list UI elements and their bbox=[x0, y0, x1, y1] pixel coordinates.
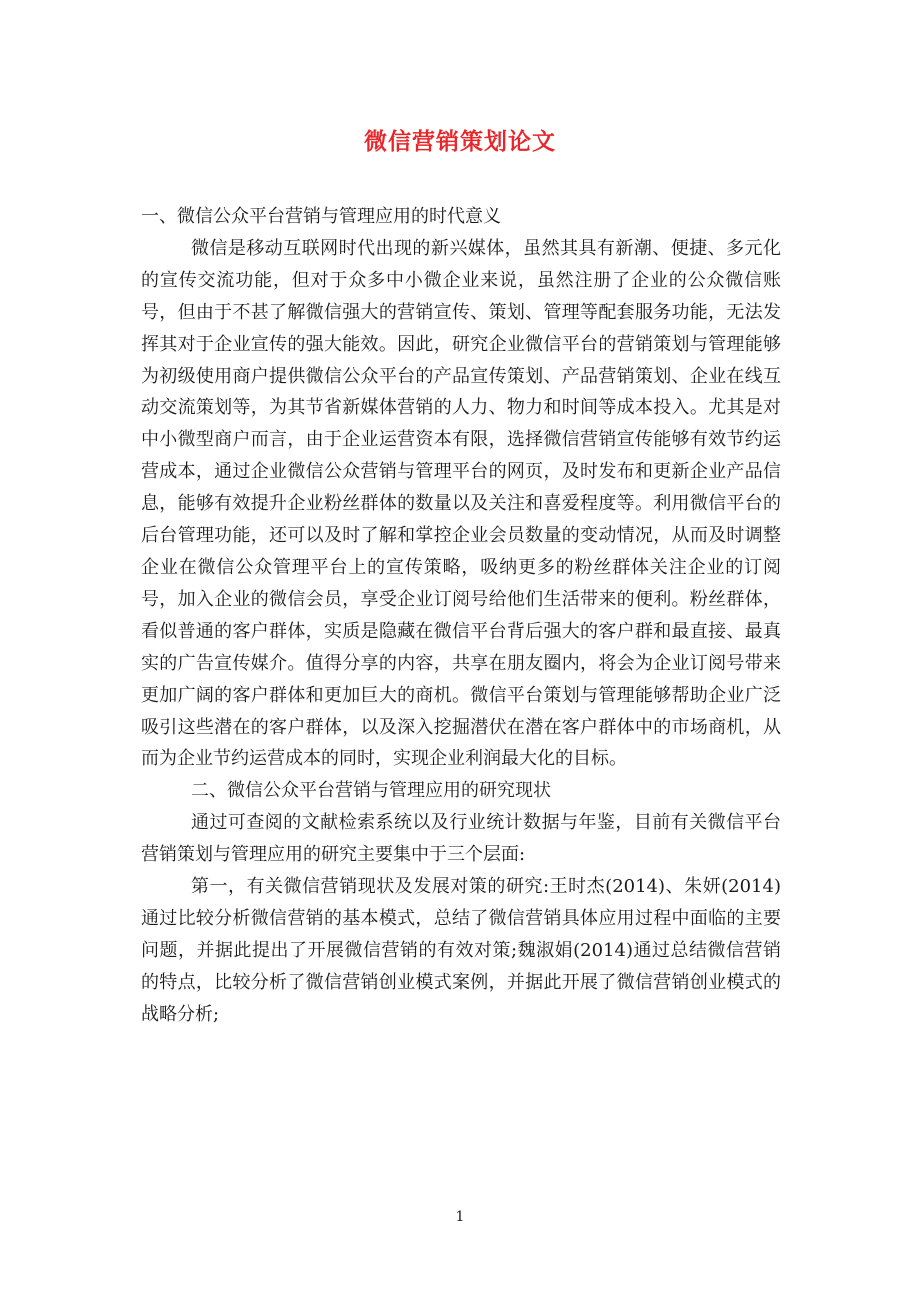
page-number: 1 bbox=[455, 1209, 465, 1225]
section-heading-2: 二、微信公众平台营销与管理应用的研究现状 bbox=[191, 780, 551, 802]
body-paragraph: 微信是移动互联网时代出现的新兴媒体，虽然其具有新潮、便捷、多元化的宣传交流功能，但对于众多中小微企业来说，虽然注册了企业的公众微信账号，但由于不甚了解微信强大的营销宣传、策划、管理等配套服务功能，无法发挥其对于企业宣传的强大能效。因此，研究企业微信平台的营销策划与管理能够为初级使用商户提供微信公众平台的产品宣传策划、产品营销策划、企业在线互动交流策划等，为其节省新媒体营销的人力、物力和时间等成本投入。尤其是对中小微型商户而言，由于企业运营资本有限，选择微信营销宣传能够有效节约运营成本，通过企业微信公众营销与管理平台的网页，及时发布和更新企业产品信息，能够有效提升企业粉丝群体的数量以及关注和喜爱程度等。利用微信平台的后台管理功能，还可以及时了解和掌控企业会员数量的变动情况，从而及时调整企业在微信公众管理平台上的宣传策略，吸纳更多的粉丝群体关注企业的订阅号，加入企业的微信会员，享受企业订阅号给他们生活带来的便利。粉丝群体，看似普通的客户群体，实质是隐藏在微信平台背后强大的客户群和最直接、最真实的广告宣传媒介。值得分享的内容，共享在朋友圈内，将会为企业订阅号带来更加广阔的客户群体和更加巨大的商机。微信平台策划与管理能够帮助企业广泛吸引这些潜在的客户群体，以及深入挖掘潜伏在潜在客户群体中的市场商机，从而为企业节约运营成本的同时，实现企业利润最大化的目标。 bbox=[141, 237, 781, 770]
body-paragraph: 通过可查阅的文献检索系统以及行业统计数据与年鉴，目前有关微信平台营销策划与管理应用的研究主要集中于三个层面: bbox=[141, 812, 781, 866]
document-body bbox=[141, 201, 781, 1031]
section-heading-1: 一、微信公众平台营销与管理应用的时代意义 bbox=[141, 206, 501, 227]
document-title: 微信营销策划论文 bbox=[364, 128, 556, 155]
body-paragraph: 第一，有关微信营销现状及发展对策的研究:王时杰(2014)、朱妍(2014)通过比较分析微信营销的基本模式，总结了微信营销具体应用过程中面临的主要问题，并据此提出了开展微信营销的有效对策;魏淑娟(2014)通过总结微信营销的特点，比较分析了微信营销创业模式案例，并据此开展了微信营销创业模式的战略分析; bbox=[141, 876, 781, 1025]
